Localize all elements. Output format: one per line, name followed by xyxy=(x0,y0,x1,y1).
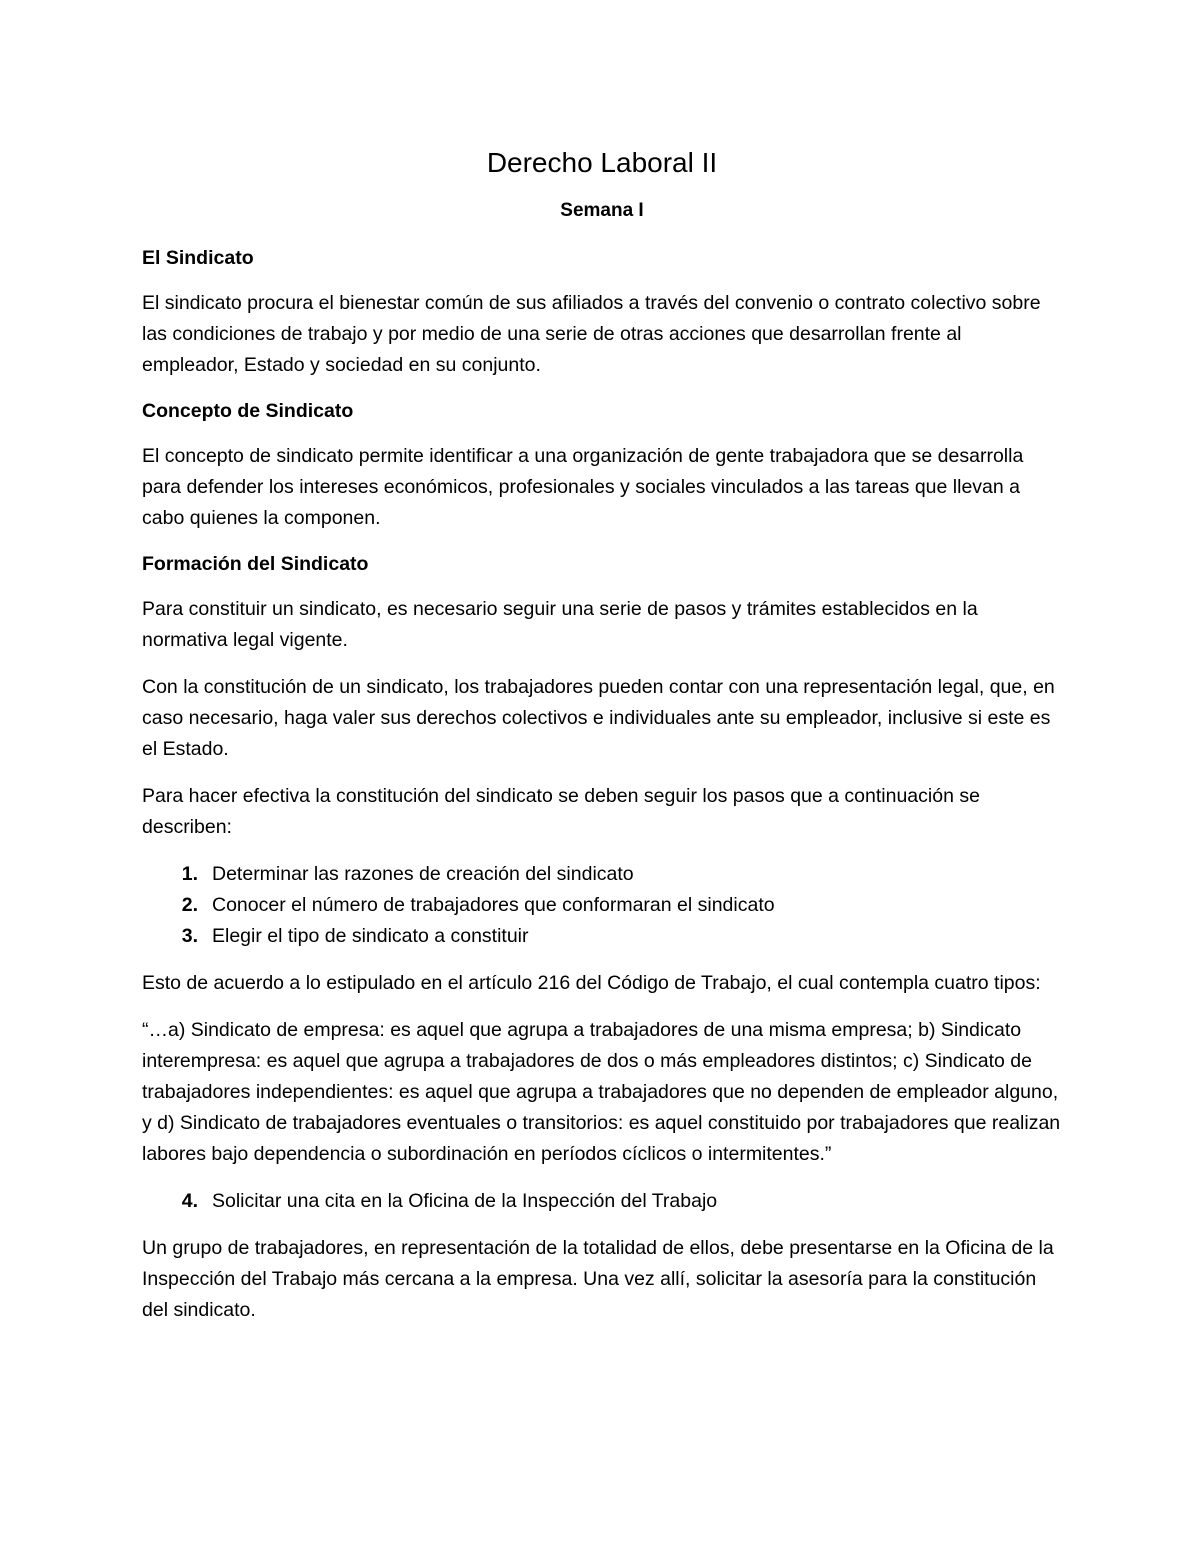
paragraph-el-sindicato: El sindicato procura el bienestar común de sus afiliados a través del convenio o contrato colectivo sobre las condiciones de trabajo y por medio de una serie de otras acciones que desarrollan frente al empleador, Estado y sociedad en su conjunto. xyxy=(142,292,1041,376)
paragraph-inspeccion: Un grupo de trabajadores, en representación de la totalidad de ellos, debe presentarse en la Oficina de la Inspección del Trabajo más cercana a la empresa. Una vez allí, solicitar la asesoría para la constitución del sindicato. xyxy=(142,1237,1054,1321)
list-item xyxy=(142,1186,1062,1217)
steps-list xyxy=(142,859,1062,952)
list-item-number: 3. xyxy=(181,925,198,947)
list-item xyxy=(142,859,1062,890)
steps-list-continued xyxy=(142,1186,1062,1217)
document-subtitle: Semana I xyxy=(560,200,644,221)
list-item xyxy=(142,921,1062,952)
list-item-number: 1. xyxy=(181,863,198,885)
list-item-text: Determinar las razones de creación del sindicato xyxy=(212,863,634,885)
paragraph-concepto: El concepto de sindicato permite identificar a una organización de gente trabajadora que se desarrolla para defender los intereses económicos, profesionales y sociales vinculados a las tareas que llevan a cabo quienes la componen. xyxy=(142,445,1024,529)
section-heading-formacion: Formación del Sindicato xyxy=(142,553,369,575)
list-item-text: Elegir el tipo de sindicato a constituir xyxy=(212,925,529,947)
list-item-number: 4. xyxy=(181,1190,198,1212)
list-item-text: Conocer el número de trabajadores que conformaran el sindicato xyxy=(212,894,775,916)
section-heading-concepto: Concepto de Sindicato xyxy=(142,400,354,422)
paragraph-articulo-216: Esto de acuerdo a lo estipulado en el artículo 216 del Código de Trabajo, el cual contempla cuatro tipos: xyxy=(142,972,1041,994)
document-title: Derecho Laboral II xyxy=(486,147,718,178)
list-item-text: Solicitar una cita en la Oficina de la Inspección del Trabajo xyxy=(212,1190,718,1212)
document-page xyxy=(142,146,1062,1342)
paragraph-formacion-2: Con la constitución de un sindicato, los trabajadores pueden contar con una representación legal, que, en caso necesario, haga valer sus derechos colectivos e individuales ante su empleador, inclusive si este es el Estado. xyxy=(142,676,1055,760)
section-heading-el-sindicato: El Sindicato xyxy=(142,247,254,269)
list-item-number: 2. xyxy=(181,894,198,916)
paragraph-quote-tipos: “…a) Sindicato de empresa: es aquel que agrupa a trabajadores de una misma empresa; b) Sindicato interempresa: es aquel que agrupa a trabajadores de dos o más empleadores distintos; c) Sindicato de trabajadores independientes: es aquel que agrupa a trabajadores que no dependen de empleador alguno, y d) Sindicato de trabajadores eventuales o transitorios: es aquel constituido por trabajadores que realizan labores bajo dependencia o subordinación en períodos cíclicos o intermitentes.” xyxy=(142,1019,1061,1165)
paragraph-formacion-3: Para hacer efectiva la constitución del sindicato se deben seguir los pasos que a continuación se describen: xyxy=(142,785,980,838)
paragraph-formacion-1: Para constituir un sindicato, es necesario seguir una serie de pasos y trámites establecidos en la normativa legal vigente. xyxy=(142,598,978,651)
list-item xyxy=(142,890,1062,921)
